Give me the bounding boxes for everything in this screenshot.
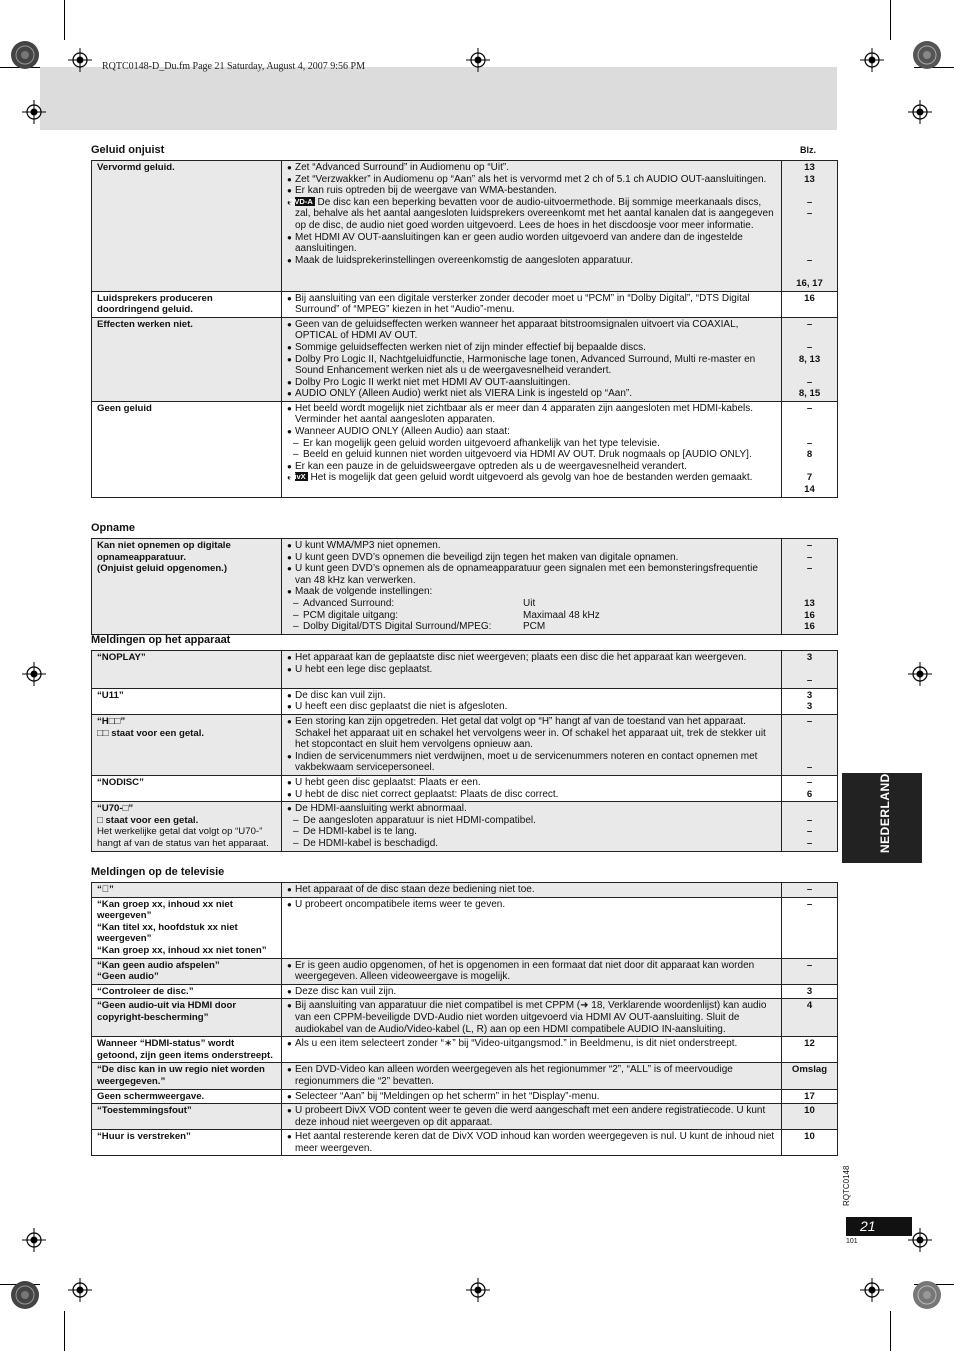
page-ref: Omslag (791, 1064, 828, 1076)
page-ref: 10 (804, 1105, 815, 1117)
page-refs (782, 539, 838, 635)
table-row (92, 883, 838, 898)
page-ref: – (806, 884, 813, 895)
registration-mark-icon (466, 1278, 490, 1302)
registration-mark-icon (908, 100, 932, 124)
page-ref: – (806, 776, 813, 788)
row-content (282, 1104, 782, 1130)
row-content (282, 401, 782, 497)
prohibited-icon: “⃠” (97, 884, 114, 895)
list-item: ● De HDMI-aansluiting werkt abnormaal. (287, 803, 776, 815)
table-row (92, 714, 838, 775)
page-refs (782, 999, 838, 1037)
page-ref: – (806, 814, 813, 826)
list-item: ● U hebt geen disc geplaatst: Plaats er een. (287, 777, 776, 789)
page-ref: – (806, 551, 813, 563)
list-item: ● Er kan een pauze in de geluidsweergave optreden als u de weergavesnelheid verandert. (287, 461, 776, 473)
row-label: “NOPLAY” (92, 651, 282, 689)
page-refs (782, 317, 838, 401)
page-ref-header: Blz. (800, 145, 817, 155)
row-label-line: “Kan groep xx, inhoud xx niet weergeven” (97, 898, 233, 922)
page-refs (782, 897, 838, 958)
page-refs (782, 1089, 838, 1104)
page-ref: 3 (806, 985, 813, 997)
table-geluid (91, 160, 838, 498)
page-refs (782, 1037, 838, 1063)
list-item: ● Dolby Pro Logic II, Nachtgeluidfunctie, Harmonische lage tonen, Advanced Surround, Multi re-master en Sound Enhancement werken niet als u de weergavesnelheid verandert. (287, 354, 776, 377)
list-item: ● Bij aansluiting van apparatuur die niet compatibel is met CPPM (➜ 18, Verklarende woordenlijst) kan audio van een CPPM-beveiligde DVD-Audio niet worden uitgevoerd via HDMI AV OUT-aansluiting. Sluit de audiokabel van de Audio/Video-kabel (L, R) aan op een HDMI compatibele AUDIO IN-aansluiting. (287, 1000, 776, 1035)
section-title-televisie: Meldingen op de televisie (91, 866, 225, 878)
list-item-text: Het is mogelijk dat geen geluid wordt uitgevoerd als gevolg van hoe de bestanden werden gemaakt. (310, 472, 753, 484)
dvd-a-badge: DVD-A (289, 196, 313, 206)
doc-code-vertical: RQTC0148 (842, 1165, 851, 1206)
row-label-line: “Kan titel xx, hoofdstuk xx niet weergeven” (97, 921, 238, 945)
page-ref: – (806, 318, 813, 330)
page-ref: – (806, 376, 813, 388)
table-row (92, 1130, 838, 1156)
page-ref: 16 (804, 621, 815, 633)
table-televisie (91, 882, 838, 1156)
crop-mark (64, 1311, 65, 1351)
setting-item (287, 610, 776, 622)
setting-key: Dolby Digital/DTS Digital Surround/MPEG: (303, 621, 492, 633)
row-label (92, 539, 282, 635)
page-ref: – (806, 437, 813, 449)
row-label: “U11” (92, 688, 282, 714)
row-label-line: (Onjuist geluid opgenomen.) (97, 563, 228, 575)
registration-mark-icon (860, 48, 884, 72)
list-item: ● U hebt een lege disc geplaatst. (287, 664, 776, 676)
row-content (282, 897, 782, 958)
row-content (282, 161, 782, 292)
page-refs (782, 883, 838, 898)
table-row (92, 688, 838, 714)
table-row (92, 651, 838, 689)
list-item (287, 197, 776, 232)
table-row (92, 401, 838, 497)
row-label: Vervormd geluid. (92, 161, 282, 292)
table-row (92, 999, 838, 1037)
setting-value: Uit (523, 597, 536, 609)
page-refs (782, 714, 838, 775)
page-ref: – (806, 402, 813, 414)
row-content (282, 1037, 782, 1063)
list-item: ● Een storing kan zijn opgetreden. Het getal dat volgt op “H” hangt af van de toestand van het apparaat. Schakel het apparaat uit en schakel het vervolgens weer in. Of schakel het apparaat uit, trek de stekker uit het stopcontact en sluit hem vervolgens opnieuw aan. (287, 716, 776, 751)
list-item: ● Als u een item selecteert zonder “∗” bij “Video-uitgangsmod.” in Beeldmenu, is dit niet onderstreept. (287, 1038, 776, 1050)
page-ref: – (806, 898, 813, 910)
table-row (92, 1104, 838, 1130)
row-label: “NODISC” (92, 775, 282, 801)
row-label (92, 958, 282, 984)
list-item: ● Sommige geluidseffecten werken niet of zijn minder effectief bij bepaalde discs. (287, 342, 776, 354)
row-label: “De disc kan in uw regio niet worden weergegeven.” (92, 1063, 282, 1089)
page-ref: – (806, 826, 813, 838)
sub-list-item: – Beeld en geluid kunnen niet worden uitgevoerd via HDMI AV OUT. Druk nogmaals op [AUDIO ONLY]. (287, 449, 776, 461)
row-label (92, 883, 282, 898)
row-content (282, 958, 782, 984)
row-label (92, 897, 282, 958)
row-label: “Geen audio-uit via HDMI door copyright-bescherming” (92, 999, 282, 1037)
page-ref: 17 (804, 1090, 815, 1102)
row-label (92, 802, 282, 851)
section-title-opname: Opname (91, 522, 136, 534)
row-label-line: □□ staat voor een getal. (97, 727, 205, 739)
list-item: ● Het beeld wordt mogelijk niet zichtbaar als er meer dan 4 apparaten zijn aangesloten met HDMI-kabels. Verminder het aantal aangesloten apparaten. (287, 403, 776, 426)
list-item: ● Dolby Pro Logic II werkt niet met HDMI AV OUT-aansluitingen. (287, 377, 776, 389)
list-item: ● U kunt geen DVD’s opnemen die beveiligd zijn tegen het maken van digitale opnamen. (287, 552, 776, 564)
row-label: “Huur is verstreken” (92, 1130, 282, 1156)
registration-mark-icon (22, 1228, 46, 1252)
list-item: ● Bij aansluiting van een digitale versterker zonder decoder moet u “PCM” in “Dolby Digital”, “DTS Digital Surround” of “MPEG” kiezen in het “Audio”-menu. (287, 293, 776, 316)
page-ref: 13 (804, 597, 815, 609)
page-ref: – (806, 675, 813, 687)
row-label-line: “Kan geen audio afspelen” (97, 959, 220, 971)
row-label-line: “H□□” (97, 715, 126, 727)
table-apparaat (91, 650, 838, 852)
page-ref: 16 (804, 292, 815, 304)
row-content (282, 984, 782, 999)
page-ref: 13 (804, 173, 815, 185)
registration-mark-icon (908, 662, 932, 686)
side-tab-label: NEDERLANDS (878, 764, 892, 853)
table-row (92, 1063, 838, 1089)
table-row (92, 802, 838, 851)
page-refs (782, 291, 838, 317)
list-item: ● Het apparaat of de disc staan deze bediening niet toe. (287, 884, 776, 896)
setting-item (287, 621, 776, 633)
page-refs (782, 775, 838, 801)
row-content (282, 802, 782, 851)
row-label: “Toestemmingsfout” (92, 1104, 282, 1130)
setting-value: Maximaal 48 kHz (523, 609, 600, 621)
page-refs (782, 161, 838, 292)
setting-key: PCM digitale uitgang: (303, 609, 399, 621)
row-content (282, 688, 782, 714)
list-item: ● Met HDMI AV OUT-aansluitingen kan er geen audio worden uitgevoerd van andere dan de ingestelde aansluitingen. (287, 232, 776, 255)
page-refs (782, 1104, 838, 1130)
row-label-line: “Geen audio” (97, 971, 159, 983)
row-content (282, 999, 782, 1037)
section-title-geluid: Geluid onjuist (91, 144, 165, 156)
sub-list-item: – Er kan mogelijk geen geluid worden uitgevoerd afhankelijk van het type televisie. (287, 438, 776, 450)
list-item: ● Wanneer AUDIO ONLY (Alleen Audio) aan staat: (287, 426, 776, 438)
row-content (282, 714, 782, 775)
sub-list-item: – De HDMI-kabel is te lang. (287, 826, 776, 838)
row-label: Geen geluid (92, 401, 282, 497)
row-label (92, 714, 282, 775)
page-ref: 16 (804, 609, 815, 621)
row-content (282, 1130, 782, 1156)
list-item: ● U kunt WMA/MP3 niet opnemen. (287, 540, 776, 552)
registration-mark-icon (860, 1278, 884, 1302)
list-item: ● Er is geen audio opgenomen, of het is opgenomen in een formaat dat niet door dit apparaat kan worden weergegeven. Alleen videoweergave is mogelijk. (287, 960, 776, 983)
page-refs (782, 958, 838, 984)
table-opname (91, 538, 838, 635)
row-content (282, 539, 782, 635)
list-item: ● Geen van de geluidseffecten werken wanneer het apparaat bitstroomsignalen uitvoert via COAXIAL, OPTICAL of HDMI AV OUT. (287, 319, 776, 342)
page-ref: 16, 17 (796, 277, 823, 289)
list-item (287, 472, 776, 484)
page-ref: – (806, 715, 813, 727)
row-content (282, 651, 782, 689)
page-ref: – (806, 837, 813, 849)
registration-mark-icon (22, 100, 46, 124)
list-item: ● U probeert oncompatibele items weer te geven. (287, 899, 776, 911)
page-ref: 14 (804, 484, 815, 496)
page-ref: – (806, 563, 813, 575)
row-content (282, 317, 782, 401)
color-rosette-icon (10, 40, 40, 70)
divx-badge: DivX (289, 472, 306, 482)
table-row (92, 317, 838, 401)
setting-item (287, 598, 776, 610)
row-label: “Controleer de disc.” (92, 984, 282, 999)
page-ref: 3 (806, 652, 813, 663)
page-refs (782, 401, 838, 497)
list-item: ● Selecteer “Aan” bij “Meldingen op het scherm” in het “Display”-menu. (287, 1091, 776, 1103)
list-item: ● Het aantal resterende keren dat de DivX VOD inhoud kan worden weergegeven is nul. U kunt de inhoud niet meer weergeven. (287, 1131, 776, 1154)
page-number: 21 (846, 1217, 912, 1236)
page-refs (782, 802, 838, 851)
page-ref: – (806, 540, 813, 551)
list-item: ● Het apparaat kan de geplaatste disc niet weergeven; plaats een disc die het apparaat kan weergeven. (287, 652, 776, 664)
setting-value: PCM (523, 621, 546, 633)
row-label-note: Het werkelijke getal dat volgt op “U70-” hangt af van de status van het apparaat. (97, 826, 269, 849)
list-item: ● Een DVD-Video kan alleen worden weergegeven als het regionummer “2”, “ALL” is of meervoudige regionummers die “2” bevatten. (287, 1064, 776, 1087)
row-label: Luidsprekers produceren doordringend geluid. (92, 291, 282, 317)
page-ref: 8, 13 (798, 353, 821, 365)
list-item: ● Zet “Advanced Surround” in Audiomenu op “Uit”. (287, 162, 776, 174)
row-label: Wanneer “HDMI-status” wordt getoond, zijn geen items onderstreept. (92, 1037, 282, 1063)
small-page-number: 101 (846, 1238, 858, 1245)
page-refs (782, 1130, 838, 1156)
page-ref: – (806, 196, 813, 208)
page-refs (782, 651, 838, 689)
list-item: ● De disc kan vuil zijn. (287, 690, 776, 702)
page-ref: – (806, 341, 813, 353)
row-label: Geen schermweergave. (92, 1089, 282, 1104)
row-label-line: “U70-□” (97, 803, 134, 815)
page-ref: 8 (806, 449, 813, 461)
registration-mark-icon (68, 1278, 92, 1302)
table-row (92, 1089, 838, 1104)
list-item: ● Maak de volgende instellingen: (287, 586, 776, 598)
list-item: ● U heeft een disc geplaatst die niet is afgesloten. (287, 701, 776, 713)
table-row (92, 161, 838, 292)
page-ref: 3 (806, 689, 813, 701)
page-refs (782, 1063, 838, 1089)
row-content (282, 1089, 782, 1104)
list-item-text: De disc kan een beperking bevatten voor de audio-uitvoermethode. Bij sommige meerkanaals discs, zal, behalve als het aantal aangesloten luidsprekers overeenkomt met het aantal kanalen dat is aangegeven op de disc, de audio niet goed worden uitgevoerd. Lees de hoes in het discdoosje voor meer informatie. (295, 196, 774, 231)
table-row (92, 984, 838, 999)
list-item: ● U kunt geen DVD’s opnemen als de opnameapparatuur geen signalen met een bemonsteringsfrequentie van 48 kHz kan verwerken. (287, 563, 776, 586)
table-row (92, 291, 838, 317)
page-ref: 4 (806, 1000, 813, 1012)
row-label-line: □ staat voor een getal. (97, 814, 199, 826)
crop-mark (890, 0, 891, 40)
table-row (92, 1037, 838, 1063)
registration-mark-icon (22, 662, 46, 686)
page-ref: 8, 15 (798, 388, 821, 400)
page-refs (782, 984, 838, 999)
list-item: ● Er kan ruis optreden bij de weergave van WMA-bestanden. (287, 185, 776, 197)
page-ref: – (806, 208, 813, 220)
page-ref: – (806, 762, 813, 774)
page-ref: – (806, 254, 813, 266)
crop-mark (890, 1311, 891, 1351)
list-item: ● U hebt de disc niet correct geplaatst: Plaats de disc correct. (287, 789, 776, 801)
list-item: ● U probeert DivX VOD content weer te geven die werd aangeschaft met een andere registratiecode. U kunt deze inhoud niet weergeven op dit apparaat. (287, 1105, 776, 1128)
page-ref: 12 (804, 1038, 815, 1050)
crop-mark (64, 0, 65, 40)
file-header: RQTC0148-D_Du.fm Page 21 Saturday, August 4, 2007 9:56 PM (102, 61, 365, 72)
sub-list-item: – De HDMI-kabel is beschadigd. (287, 838, 776, 850)
table-row (92, 897, 838, 958)
sub-list-item: – De aangesloten apparatuur is niet HDMI-compatibel. (287, 815, 776, 827)
page-ref: – (806, 959, 813, 971)
header-band (40, 67, 837, 130)
registration-mark-icon (466, 48, 490, 72)
page-ref: 10 (804, 1131, 815, 1143)
list-item: ● Maak de luidsprekerinstellingen overeenkomstig de aangesloten apparatuur. (287, 255, 776, 267)
row-content (282, 775, 782, 801)
language-side-tab (842, 764, 922, 863)
page-ref: 3 (806, 701, 813, 713)
registration-mark-icon (68, 48, 92, 72)
table-row (92, 958, 838, 984)
page-refs (782, 688, 838, 714)
table-row (92, 775, 838, 801)
table-row (92, 539, 838, 635)
row-content (282, 883, 782, 898)
section-title-apparaat: Meldingen op het apparaat (91, 634, 231, 646)
color-rosette-icon (10, 1280, 40, 1310)
row-label-line: Kan niet opnemen op digitale opnameapparatuur. (97, 540, 231, 563)
page-ref: 7 (806, 472, 813, 484)
page-ref: 13 (804, 162, 815, 173)
row-content (282, 291, 782, 317)
list-item: ● AUDIO ONLY (Alleen Audio) werkt niet als VIERA Link is ingesteld op “Aan”. (287, 388, 776, 400)
setting-key: Advanced Surround: (303, 597, 395, 609)
list-item: ● Indien de servicenummers niet verdwijnen, moet u de servicenummers noteren en contact opnemen met vakbekwaam servicepersoneel. (287, 751, 776, 774)
list-item: ● Zet “Verzwakker” in Audiomenu op “Aan” als het is vervormd met 2 ch of 5.1 ch AUDIO OUT-aansluitingen. (287, 174, 776, 186)
color-rosette-icon (912, 1280, 942, 1310)
row-label-line: “Kan groep xx, inhoud xx niet tonen” (97, 944, 267, 956)
row-content (282, 1063, 782, 1089)
row-label: Effecten werken niet. (92, 317, 282, 401)
page-ref: 6 (806, 788, 813, 800)
list-item: ● Deze disc kan vuil zijn. (287, 986, 776, 998)
color-rosette-icon (912, 40, 942, 70)
